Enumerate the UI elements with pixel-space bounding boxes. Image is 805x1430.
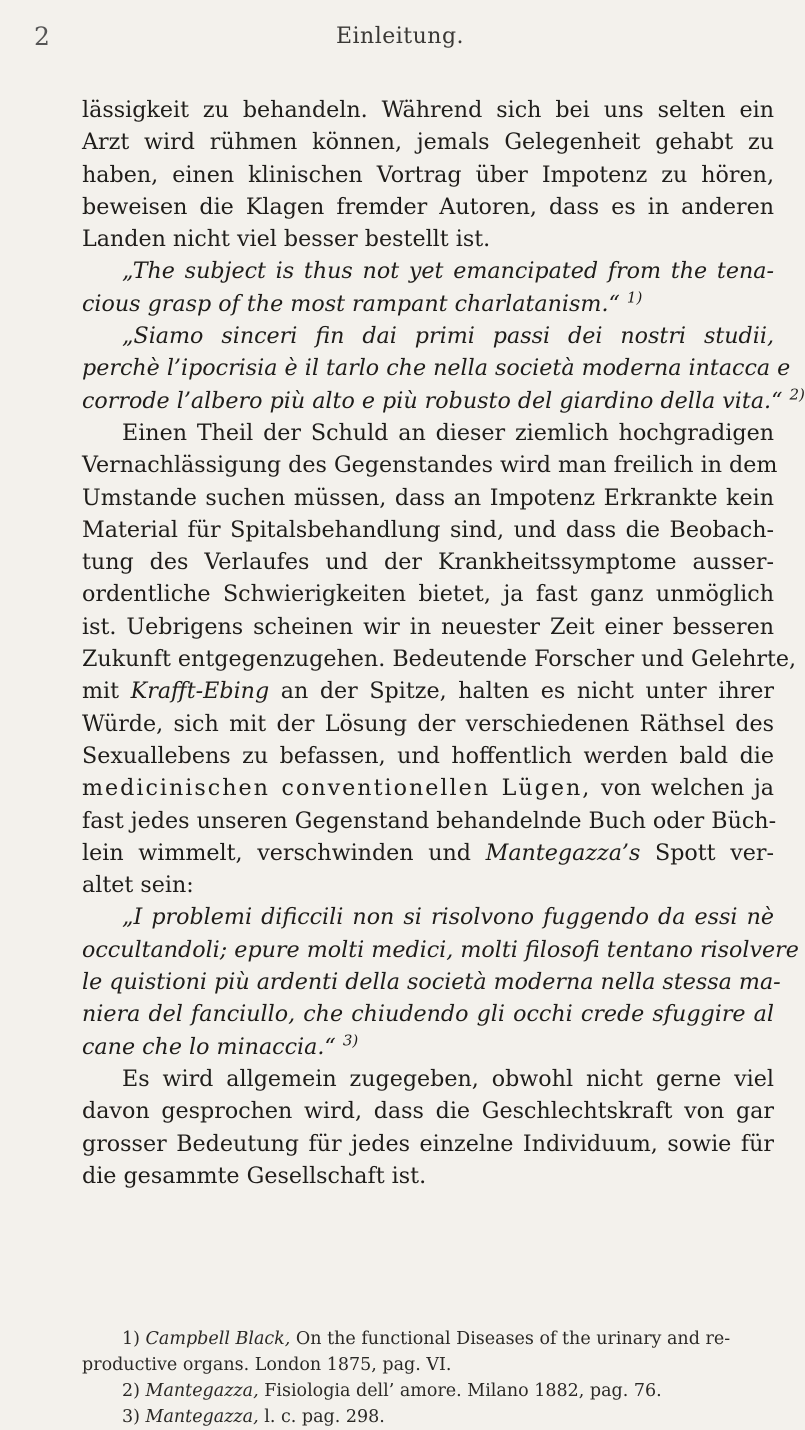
- text-line: Arzt wird rühmen können, jemals Gelegenheit gehabt zu: [82, 129, 774, 156]
- footnote: [82, 1404, 774, 1430]
- quote-line: niera del fanciullo, che chiudendo gli occhi crede sfuggire al: [82, 1001, 774, 1028]
- text-line: altet sein:: [82, 872, 194, 899]
- text-line: die gesammte Gesellschaft ist.: [82, 1162, 427, 1189]
- page-number: 2: [34, 22, 50, 51]
- text-line: ist. Uebrigens scheinen wir in neuester Zeit einer besseren: [82, 613, 774, 640]
- text-line: Umstande suchen müssen, dass an Impotenz Erkrankte kein: [82, 484, 774, 511]
- text-line: Zukunft entgegenzugehen. Bedeutende Forscher und Gelehrte,: [82, 646, 797, 673]
- quote-text: „The subject is thus not yet emancipated from the tena-: [122, 258, 774, 285]
- text-fragment: an der Spitze, halten es nicht unter ihrer: [280, 678, 774, 705]
- quote-line: „Siamo sinceri fin dai primi passi dei nostri studii,: [122, 323, 774, 350]
- quote-text: cane che lo minaccia.“: [82, 1033, 336, 1060]
- emphasis-text: medicinischen conventionellen Lügen,: [82, 775, 592, 802]
- author-name: Krafft-Ebing: [130, 678, 270, 705]
- text-line: fast jedes unseren Gegenstand behandelnde Buch oder Büch-: [82, 807, 777, 834]
- text-line: grosser Bedeutung für jedes einzelne Individuum, sowie für: [82, 1130, 774, 1157]
- quote-line: „I problemi dificcili non si risolvono fuggendo da essi nè: [122, 904, 774, 931]
- text-line: Würde, sich mit der Lösung der verschiedenen Räthsel des: [82, 710, 774, 737]
- footnote-number: 1): [122, 1329, 140, 1349]
- text-line: ordentliche Schwierigkeiten bietet, ja fast ganz unmöglich: [82, 581, 774, 608]
- text-fragment: Spott ver-: [655, 839, 774, 866]
- text-line: beweisen die Klagen fremder Autoren, dass es in anderen: [82, 193, 774, 220]
- footnote-author: Mantegazza,: [145, 1407, 259, 1427]
- text-line: Einen Theil der Schuld an dieser ziemlich hochgradigen: [122, 419, 774, 446]
- text-line: tung des Verlaufes und der Krankheitssymptome ausser-: [82, 549, 774, 576]
- quote-line: [82, 288, 774, 320]
- quote-line: perchè l’ipocrisia è il tarlo che nella società moderna intacca e: [82, 355, 791, 382]
- text-line: Es wird allgemein zugegeben, obwohl nicht gerne viel: [122, 1065, 774, 1092]
- footnotes: [82, 1326, 774, 1430]
- text-line: [82, 772, 774, 804]
- quote-line: [82, 1031, 774, 1063]
- footnote-text: l. c. pag. 298.: [264, 1407, 385, 1427]
- text-line: lässigkeit zu behandeln. Während sich bei uns selten ein: [82, 97, 774, 123]
- footnote-author: Campbell Black,: [145, 1329, 291, 1349]
- quote-line: le quistioni più ardenti della società moderna nella stessa ma-: [82, 969, 781, 996]
- text-line: davon gesprochen wird, dass die Geschlechtskraft von gar: [82, 1098, 774, 1125]
- footnote-author: Mantegazza,: [145, 1381, 259, 1401]
- text-line: haben, einen klinischen Vortrag über Impotenz zu hören,: [82, 161, 774, 188]
- footnote-ref: 3): [342, 1031, 359, 1050]
- text-fragment: lein wimmelt, verschwinden und: [82, 839, 471, 866]
- text-line: [82, 837, 774, 869]
- footnote-text: Fisiologia dell’ amore. Milano 1882, pag. 76.: [264, 1381, 662, 1401]
- quote-text: corrode l’albero più alto e più robusto del giardino della vita.“: [82, 387, 783, 414]
- text-line: Sexuallebens zu befassen, und hoffentlich werden bald die: [82, 742, 774, 769]
- footnote-text: On the functional Diseases of the urinary and re-: [295, 1329, 731, 1349]
- footnote: [82, 1326, 774, 1352]
- text-line: Landen nicht viel besser bestellt ist.: [82, 226, 491, 253]
- text-line: Vernachlässigung des Gegenstandes wird man freilich in dem: [82, 452, 778, 479]
- text-line: [82, 675, 774, 707]
- quote-line: occultandoli; epure molti medici, molti filosofi tentano risolvere: [82, 936, 799, 963]
- footnote-continuation: productive organs. London 1875, pag. VI.: [82, 1355, 452, 1375]
- body-text: [82, 94, 805, 1192]
- footnote-number: 2): [122, 1381, 140, 1401]
- quote-line: [82, 385, 805, 417]
- text-fragment: mit: [82, 678, 120, 705]
- text-fragment: von welchen ja: [601, 775, 774, 802]
- author-name: Mantegazza’s: [485, 839, 641, 866]
- footnote: [82, 1378, 774, 1404]
- footnote-number: 3): [122, 1407, 140, 1427]
- quote-text: cious grasp of the most rampant charlatanism.“: [82, 290, 620, 317]
- running-head: Einleitung.: [335, 24, 465, 49]
- quote-line: [82, 255, 774, 287]
- footnote-ref: 2): [789, 385, 805, 404]
- text-line: Material für Spitalsbehandlung sind, und dass die Beobach-: [82, 516, 774, 543]
- footnote-ref: 1): [626, 288, 643, 307]
